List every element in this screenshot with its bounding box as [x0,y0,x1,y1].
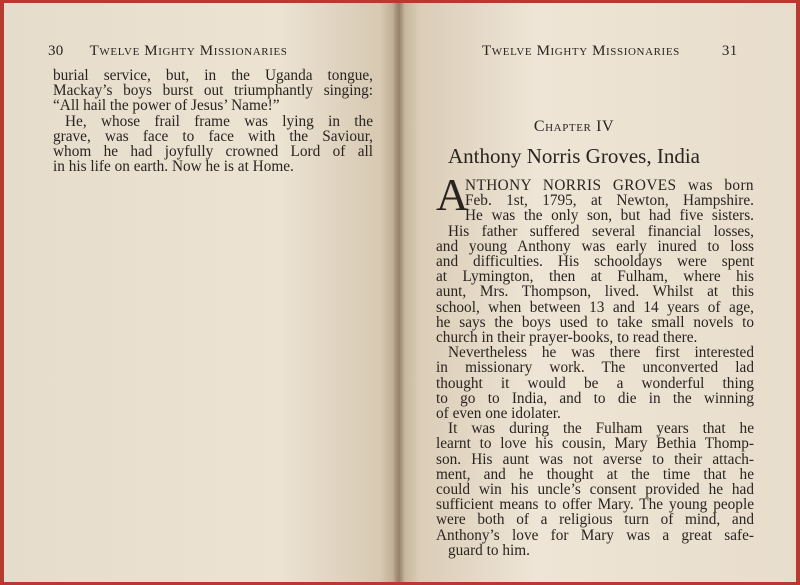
text-line: His father suffered several financial losses, [448,222,754,240]
chapter-title: Anthony Norris Groves, India [448,144,700,168]
right-page-number: 31 [721,43,738,59]
book-gutter [393,3,405,582]
text-line: were both of a religious turn of mind, and [436,511,754,529]
right-page-header [482,43,738,60]
text-line: sufficient means to offer Mary. The young people [436,496,754,514]
text-line: could win his uncle’s consent provided he had [436,481,754,499]
text-line: grave, was face to face with the Saviour, [53,127,373,145]
text-line: burial service, but, in the Uganda tongue, [53,67,373,84]
text-line: at Lymington, then at Fulham, where his [436,268,754,286]
text-line: and young Anthony was early inured to loss [436,237,754,255]
text-line: of even one idolater. [436,405,561,423]
book-spread [4,3,796,582]
text-line: NTHONY NORRIS GROVES was born [465,177,754,194]
right-page [396,3,796,582]
text-line: ment, and he thought at the time that he [436,465,754,483]
text-line: Anthony’s love for Mary was a great safe- [436,526,754,544]
text-line: son. His aunt was not averse to their attach- [436,450,754,468]
left-running-head: Twelve Mighty Missionaries [89,43,288,59]
text-line: It was during the Fulham years that he [448,420,754,438]
left-body-text [53,68,373,174]
right-running-head: Twelve Mighty Missionaries [482,43,680,59]
text-line: church in their prayer-books, to read there. [436,329,698,347]
text-line: thought it would be a wonderful thing [436,374,754,392]
left-page-header [48,43,288,60]
text-line: guard to him. [448,541,530,559]
text-line: whom he had joyfully crowned Lord of all [53,143,373,161]
text-line: Nevertheless he was there first interested [448,344,754,362]
chapter-label: Chapter IV [533,118,615,135]
text-line: He was the only son, but had five sisters. [465,207,754,225]
text-line: learnt to love his cousin, Mary Bethia Thomp- [436,435,754,453]
text-line: in missionary work. The unconverted lad [436,359,754,377]
text-line: aunt, Mrs. Thompson, lived. Whilst at this [436,283,754,301]
text-line: Feb. 1st, 1795, at Newton, Hampshire. [465,192,754,210]
text-line: He, whose frail frame was lying in the [65,112,373,130]
text-line: he says the boys used to take small novels to [436,313,754,331]
text-line: to go to India, and to die in the winning [436,389,754,407]
left-page [4,3,396,582]
text-line: and difficulties. His schooldays were spent [436,253,754,270]
text-line: school, when between 13 and 14 years of age, [436,298,754,316]
right-body-text [436,224,754,558]
dropcap-paragraph [465,178,754,224]
text-line: Mackay’s boys burst out triumphantly singing: [53,82,373,100]
text-line: “All hail the power of Jesus’ Name!” [53,97,280,115]
text-line: in his life on earth. Now he is at Home. [53,158,294,176]
drop-cap: A [436,170,469,220]
left-page-number: 30 [48,43,64,59]
